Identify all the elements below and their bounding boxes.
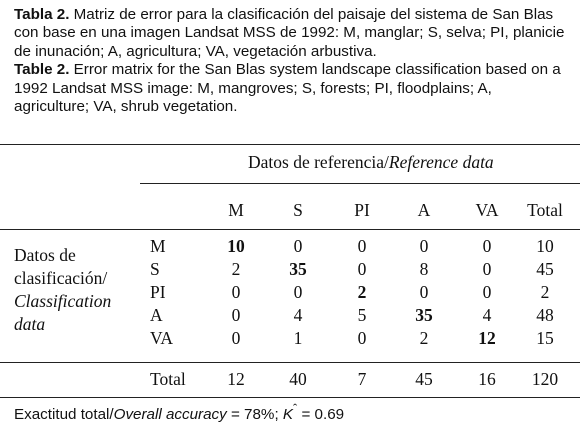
matrix-cell: 0 — [293, 236, 303, 256]
matrix-cell: 2 — [540, 282, 550, 302]
classification-label-en-2: data — [14, 314, 46, 334]
total-rule — [0, 362, 580, 363]
matrix-cell: 4 — [293, 305, 303, 325]
accuracy-value: = 78%; — [226, 406, 283, 424]
matrix-cell: 0 — [482, 282, 492, 302]
column-header: Total — [527, 200, 563, 220]
kappa-symbol: K — [282, 406, 294, 424]
column-header: A — [417, 200, 431, 220]
kappa-value: = 0.69 — [297, 406, 345, 424]
total-cell: 7 — [357, 369, 367, 389]
reference-data-es: Datos de referencia/ — [248, 152, 389, 172]
matrix-cell: 1 — [293, 328, 303, 348]
matrix-cell: 0 — [482, 259, 492, 279]
matrix-cell: 12 — [478, 328, 496, 348]
row-label: VA — [150, 328, 174, 348]
column-header-rule — [0, 229, 580, 230]
matrix-cell: 0 — [419, 236, 429, 256]
column-header: M — [228, 200, 244, 220]
matrix-cell: 0 — [293, 282, 303, 302]
row-label: A — [150, 305, 163, 325]
classification-label-es-2: clasificación/ — [14, 268, 108, 288]
matrix-cell: 0 — [357, 328, 367, 348]
row-label: PI — [150, 282, 166, 302]
classification-label-en-1: Classification — [14, 291, 112, 311]
caption-spanish-text: Matriz de error para la clasificación del paisaje del sistema de San Blas con base en una imagen Landsat MSS de 1992: M, manglar; S, selva; PI, planicie de inunación; A, agricultura; VA, vegetación arbustiva. — [14, 6, 565, 60]
matrix-cell: 10 — [536, 236, 554, 256]
matrix-cell: 35 — [289, 259, 307, 279]
overall-accuracy — [14, 402, 344, 423]
column-header: PI — [354, 200, 370, 220]
column-header: S — [293, 200, 303, 220]
top-rule — [0, 144, 580, 145]
classification-label-es-1: Datos de — [14, 245, 76, 265]
matrix-cell: 2 — [231, 259, 241, 279]
total-cell: 45 — [415, 369, 433, 389]
matrix-cell: 15 — [536, 328, 554, 348]
matrix-cell: 2 — [419, 328, 429, 348]
table-caption — [14, 6, 570, 116]
matrix-cell: 0 — [231, 328, 241, 348]
row-label: S — [150, 259, 160, 279]
matrix-cell: 48 — [536, 305, 554, 325]
matrix-cell: 45 — [536, 259, 554, 279]
total-row-label: Total — [150, 369, 186, 389]
kappa-mark: ˆ — [293, 402, 298, 416]
matrix-cell: 10 — [227, 236, 245, 256]
matrix-cell: 0 — [419, 282, 429, 302]
matrix-cell: 0 — [357, 259, 367, 279]
total-cell: 120 — [531, 369, 559, 389]
matrix-cell: 4 — [482, 305, 492, 325]
accuracy-es: Exactitud total/ — [14, 406, 114, 424]
bottom-rule — [0, 397, 580, 398]
caption-english — [14, 61, 570, 116]
caption-spanish-label: Tabla 2. — [14, 6, 70, 23]
row-label: M — [150, 236, 166, 256]
matrix-cell: 0 — [482, 236, 492, 256]
caption-spanish — [14, 6, 570, 61]
caption-english-text: Error matrix for the San Blas system landscape classification based on a 1992 Landsat MSS image: M, mangroves; S, forests; PI, floodplains; A, agriculture; VA, shrub vegetation. — [14, 61, 561, 116]
matrix-cell: 35 — [415, 305, 433, 325]
column-header: VA — [475, 200, 499, 220]
total-cell: 12 — [227, 369, 245, 389]
reference-data-header — [248, 152, 494, 173]
header-rule — [140, 183, 580, 184]
matrix-cell: 0 — [357, 236, 367, 256]
reference-data-en: Reference data — [388, 152, 494, 172]
matrix-cell: 8 — [419, 259, 429, 279]
matrix-cell: 5 — [357, 305, 367, 325]
matrix-cell: 0 — [231, 282, 241, 302]
total-cell: 40 — [289, 369, 307, 389]
accuracy-en: Overall accuracy — [113, 406, 227, 424]
total-cell: 16 — [478, 369, 496, 389]
matrix-cell: 0 — [231, 305, 241, 325]
classification-data-label — [14, 244, 111, 336]
matrix-cell: 2 — [357, 282, 367, 302]
caption-english-label: Table 2. — [14, 61, 70, 79]
